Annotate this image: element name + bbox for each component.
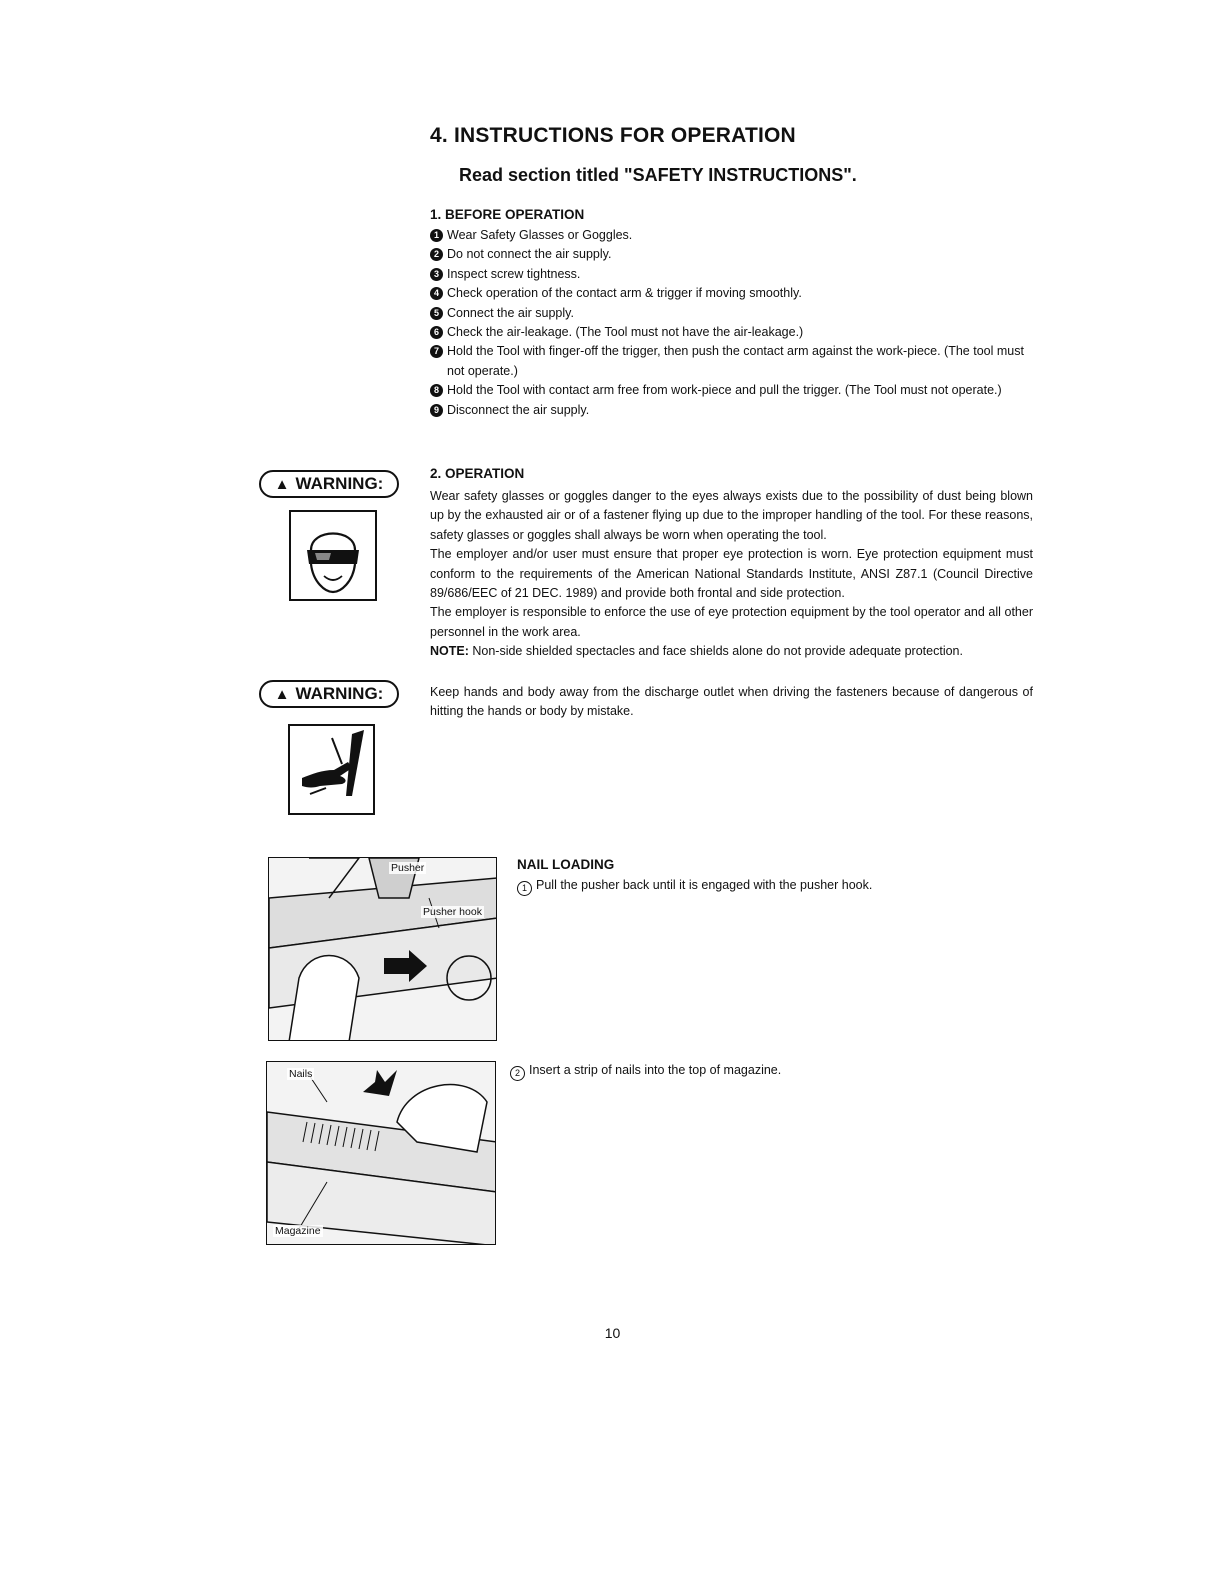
operation-paragraph: The employer and/or user must ensure that proper eye protection is worn. Eye protection equipment must conform to the requirements of the American National Standards Institute, ANSI Z87.1 (Council Directive 89/686/EEC of 21 DEC. 1989) and provide both frontal and side protection. <box>430 547 1033 601</box>
section-heading: 4. INSTRUCTIONS FOR OPERATION <box>430 124 796 147</box>
warning-triangle-icon: ▲ <box>274 475 290 493</box>
warning2-text: Keep hands and body away from the discharge outlet when driving the fasteners because of dangerous of hitting the hands or body by mistake. <box>430 685 1033 719</box>
list-item: 7 Hold the Tool with finger-off the trigger, then push the contact arm against the work-piece. (The tool must not operate.) <box>430 342 1040 381</box>
list-item: 1 Wear Safety Glasses or Goggles. <box>430 226 1040 245</box>
warning-badge: ▲ WARNING: <box>259 470 399 498</box>
before-operation-title: 1. BEFORE OPERATION <box>430 207 585 222</box>
operation-paragraph: Wear safety glasses or goggles danger to the eyes always exists due to the possibility of dust being blown up by the exhausted air or of a fastener flying up due to the improper handling of the tool. For these reasons, safety glasses or goggles shall always be worn when operating the tool. <box>430 489 1033 542</box>
warning-triangle-icon: ▲ <box>274 685 290 703</box>
list-item: 6 Check the air-leakage. (The Tool must not have the air-leakage.) <box>430 323 1040 342</box>
operation-note: NOTE: Non-side shielded spectacles and face shields alone do not provide adequate protection. <box>430 644 963 659</box>
list-item: 2 Do not connect the air supply. <box>430 245 1040 264</box>
list-item: 4 Check operation of the contact arm & trigger if moving smoothly. <box>430 284 1040 303</box>
warning-badge: ▲ WARNING: <box>259 680 399 708</box>
page-number: 10 <box>604 1325 621 1341</box>
operation-title: 2. OPERATION <box>430 466 525 481</box>
nail-loading-step: 2 Insert a strip of nails into the top of magazine. <box>510 1063 781 1081</box>
list-item: 5 Connect the air supply. <box>430 304 1040 323</box>
nail-loading-title: NAIL LOADING <box>517 857 615 872</box>
operation-paragraph: The employer is responsible to enforce the use of eye protection equipment by the tool operator and all other personnel in the work area. <box>430 605 1033 639</box>
list-item: 9 Disconnect the air supply. <box>430 401 1040 420</box>
pusher-illustration: Pusher Pusher hook <box>268 857 497 1041</box>
section-subheading: Read section titled "SAFETY INSTRUCTIONS". <box>459 165 857 185</box>
safety-goggles-icon <box>289 510 377 601</box>
list-item: 3 Inspect screw tightness. <box>430 265 1040 284</box>
magazine-illustration: Nails Magazine <box>266 1061 496 1245</box>
operation-text <box>430 487 1033 662</box>
hand-hazard-icon <box>288 724 375 815</box>
before-operation-list <box>430 226 1040 420</box>
nail-loading-step: 1 Pull the pusher back until it is engaged with the pusher hook. <box>517 878 872 896</box>
list-item: 8 Hold the Tool with contact arm free from work-piece and pull the trigger. (The Tool must not operate.) <box>430 381 1040 400</box>
